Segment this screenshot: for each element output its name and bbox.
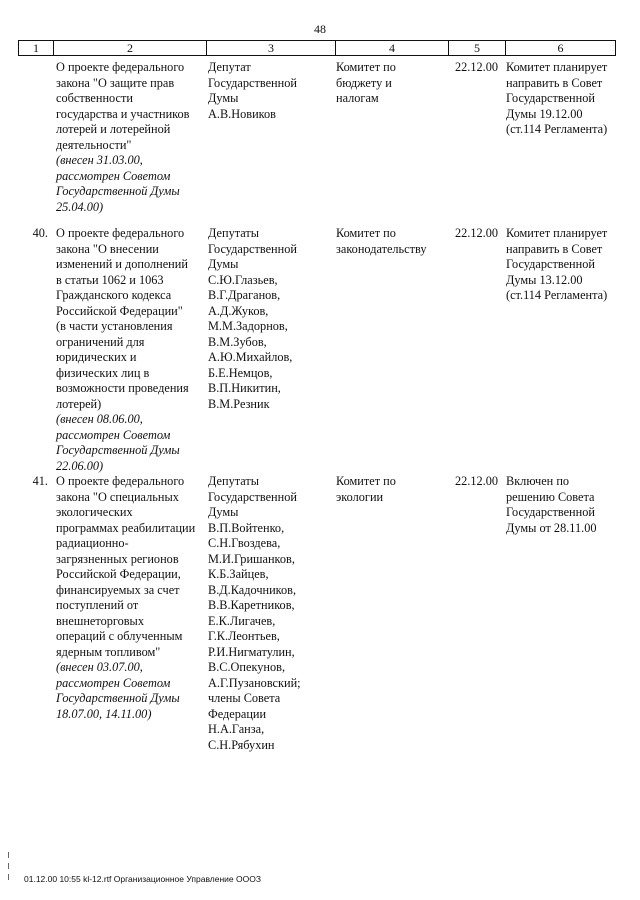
bill-title-line: закона "О внесении bbox=[56, 241, 159, 256]
bill-authors-line: Думы bbox=[208, 505, 239, 519]
bill-status-line: Думы 19.12.00 bbox=[506, 106, 583, 121]
bill-note-line: рассмотрен Советом bbox=[56, 675, 171, 690]
bill-title-line: (в части установления bbox=[56, 319, 173, 333]
bill-title-line: поступлений от bbox=[56, 598, 139, 612]
bill-authors-line: Б.Е.Немцов, bbox=[208, 365, 273, 380]
bill-authors-line: члены Совета bbox=[208, 691, 281, 705]
bill-authors-line: Думы bbox=[208, 91, 239, 105]
bill-title-line: программах реабилитации bbox=[56, 520, 196, 535]
responsible-committee-line: Комитет по bbox=[336, 474, 396, 488]
bill-note-line: (внесен 31.03.00, bbox=[56, 153, 143, 167]
bill-note-line: (внесен 03.07.00, bbox=[56, 660, 143, 674]
bill-title-line: О проекте федерального bbox=[56, 226, 185, 240]
bill-authors-line: К.Б.Зайцев, bbox=[208, 567, 269, 581]
review-date: 22.12.00 bbox=[454, 226, 498, 240]
bill-title-line: экологических bbox=[56, 505, 133, 519]
bill-authors-line: Государственной bbox=[208, 489, 297, 504]
bill-authors-line: Государственной bbox=[208, 241, 297, 256]
bill-note-line: 25.04.00) bbox=[56, 199, 104, 214]
bill-authors-line: В.П.Войтенко, bbox=[208, 520, 285, 535]
bill-authors-line: Депутат bbox=[208, 60, 251, 74]
header-col-5: 5 bbox=[449, 41, 506, 55]
responsible-committee-line: экологии bbox=[336, 489, 384, 504]
bill-authors-line: В.М.Резник bbox=[208, 396, 270, 411]
bill-authors-line: А.В.Новиков bbox=[208, 106, 276, 121]
bill-authors-line: В.В.Каретников, bbox=[208, 598, 295, 612]
responsible-committee bbox=[332, 474, 444, 753]
row-number: 41. bbox=[32, 474, 48, 488]
table-row bbox=[18, 226, 614, 474]
table-row bbox=[18, 474, 614, 753]
bill-authors bbox=[204, 60, 332, 215]
responsible-committee-line: Комитет по bbox=[336, 60, 396, 74]
bill-title-line: лотерей и лотерейной bbox=[56, 122, 171, 136]
bill-status-line: Государственной bbox=[506, 91, 595, 105]
bill-authors-line: Депутаты bbox=[208, 226, 260, 240]
bill-authors-line: Федерации bbox=[208, 706, 267, 721]
header-col-4: 4 bbox=[336, 41, 449, 55]
bill-authors bbox=[204, 226, 332, 474]
bill-note-line: рассмотрен Советом bbox=[56, 168, 171, 183]
bill-title-line: юридических и bbox=[56, 350, 137, 364]
responsible-committee bbox=[332, 60, 444, 215]
bill-status-line: Думы от 28.11.00 bbox=[506, 520, 597, 535]
margin-marks bbox=[8, 852, 12, 892]
table-row bbox=[18, 60, 614, 215]
bill-status bbox=[500, 60, 614, 215]
bill-note-line: рассмотрен Советом bbox=[56, 427, 171, 442]
bill-title bbox=[52, 226, 204, 474]
bill-title-line: внешнеторговых bbox=[56, 613, 144, 628]
bill-status-line: направить в Совет bbox=[506, 241, 603, 256]
bill-authors-line: В.С.Опекунов, bbox=[208, 660, 286, 674]
review-date: 22.12.00 bbox=[454, 60, 498, 74]
responsible-committee-line: налогам bbox=[336, 91, 379, 105]
bill-authors-line: М.М.Задорнов, bbox=[208, 319, 288, 333]
bill-title-line: лотерей) bbox=[56, 396, 102, 411]
table-header bbox=[18, 40, 616, 56]
responsible-committee-line: бюджету и bbox=[336, 75, 392, 90]
bill-title-line: закона "О защите прав bbox=[56, 75, 175, 90]
bill-authors-line: В.Г.Драганов, bbox=[208, 288, 281, 302]
bill-title-line: загрязненных регионов bbox=[56, 551, 179, 566]
bill-authors-line: Р.И.Нигматулин, bbox=[208, 644, 295, 659]
bill-authors-line: А.Д.Жуков, bbox=[208, 303, 269, 318]
header-col-6: 6 bbox=[557, 41, 564, 55]
bill-status-line: Комитет планирует bbox=[506, 226, 608, 240]
bill-status-line: Государственной bbox=[506, 505, 595, 519]
bill-status-line: Государственной bbox=[506, 257, 595, 271]
bill-authors-line: Думы bbox=[208, 257, 239, 271]
bill-title-line: собственности bbox=[56, 91, 133, 105]
bill-title-line: государства и участников bbox=[56, 106, 190, 121]
bill-title-line: деятельности" bbox=[56, 137, 132, 152]
bill-status-line: (ст.114 Регламента) bbox=[506, 122, 608, 136]
bill-title-line: операций с облученным bbox=[56, 629, 183, 643]
bill-authors-line: Депутаты bbox=[208, 474, 260, 488]
bill-title-line: О проекте федерального bbox=[56, 474, 185, 488]
bill-title-line: О проекте федерального bbox=[56, 60, 185, 74]
bill-title-line: в статьи 1062 и 1063 bbox=[56, 272, 164, 287]
bill-note-line: 18.07.00, 14.11.00) bbox=[56, 706, 152, 721]
bill-note-line: Государственной Думы bbox=[56, 691, 180, 705]
row-number: 40. bbox=[32, 226, 48, 240]
responsible-committee-line: Комитет по bbox=[336, 226, 396, 240]
bill-title-line: возможности проведения bbox=[56, 381, 189, 395]
bill-status-line: (ст.114 Регламента) bbox=[506, 288, 608, 302]
bill-title-line: ограничений для bbox=[56, 334, 145, 349]
bill-note-line: Государственной Думы bbox=[56, 443, 180, 457]
bill-status bbox=[500, 226, 614, 474]
bill-authors-line: Н.А.Ганза, bbox=[208, 722, 265, 736]
footer-file-info: 01.12.00 10:55 kl-12.rtf Организационное Управление ОООЗ bbox=[24, 874, 261, 884]
bill-title-line: финансируемых за счет bbox=[56, 582, 180, 597]
responsible-committee-line: законодательству bbox=[336, 241, 427, 256]
bill-authors-line: С.Н.Гвоздева, bbox=[208, 536, 281, 550]
page-number: 48 bbox=[314, 22, 326, 36]
bill-authors-line: М.И.Гришанков, bbox=[208, 551, 295, 566]
bill-title bbox=[52, 474, 204, 753]
bill-title-line: Российской Федерации" bbox=[56, 303, 183, 318]
bill-authors-line: Е.К.Лигачев, bbox=[208, 613, 276, 628]
bill-title-line: Российской Федерации, bbox=[56, 567, 181, 581]
responsible-committee bbox=[332, 226, 444, 474]
header-col-2: 2 bbox=[54, 41, 207, 55]
bill-title bbox=[52, 60, 204, 215]
bill-note-line: 22.06.00) bbox=[56, 458, 104, 473]
bill-authors-line: С.Н.Рябухин bbox=[208, 737, 275, 752]
bill-title-line: изменений и дополнений bbox=[56, 257, 188, 271]
bill-authors-line: Г.К.Леонтьев, bbox=[208, 629, 280, 643]
bill-status-line: Комитет планирует bbox=[506, 60, 608, 74]
bill-title-line: физических лиц в bbox=[56, 365, 150, 380]
bill-authors bbox=[204, 474, 332, 753]
bill-status-line: Включен по bbox=[506, 474, 570, 488]
bill-status-line: решению Совета bbox=[506, 489, 595, 504]
bill-authors-line: С.Ю.Глазьев, bbox=[208, 272, 278, 287]
bill-authors-line: А.Г.Пузановский; bbox=[208, 675, 301, 690]
bill-note-line: Государственной Думы bbox=[56, 184, 180, 198]
row-number bbox=[18, 60, 52, 215]
bill-authors-line: А.Ю.Михайлов, bbox=[208, 350, 293, 364]
bill-title-line: закона "О специальных bbox=[56, 489, 179, 504]
review-date: 22.12.00 bbox=[454, 474, 498, 488]
bill-title-line: ядерным топливом" bbox=[56, 644, 161, 659]
header-col-1: 1 bbox=[19, 41, 54, 55]
bill-status-line: направить в Совет bbox=[506, 75, 603, 90]
header-col-3: 3 bbox=[207, 41, 336, 55]
bill-title-line: радиационно- bbox=[56, 536, 129, 550]
bill-authors-line: В.П.Никитин, bbox=[208, 381, 281, 395]
bill-title-line: Гражданского кодекса bbox=[56, 288, 172, 302]
bill-status-line: Думы 13.12.00 bbox=[506, 272, 583, 287]
bill-authors-line: В.Д.Кадочников, bbox=[208, 582, 297, 597]
bill-authors-line: В.М.Зубов, bbox=[208, 334, 267, 349]
bill-authors-line: Государственной bbox=[208, 75, 297, 90]
bill-note-line: (внесен 08.06.00, bbox=[56, 412, 143, 426]
bill-status bbox=[500, 474, 614, 753]
